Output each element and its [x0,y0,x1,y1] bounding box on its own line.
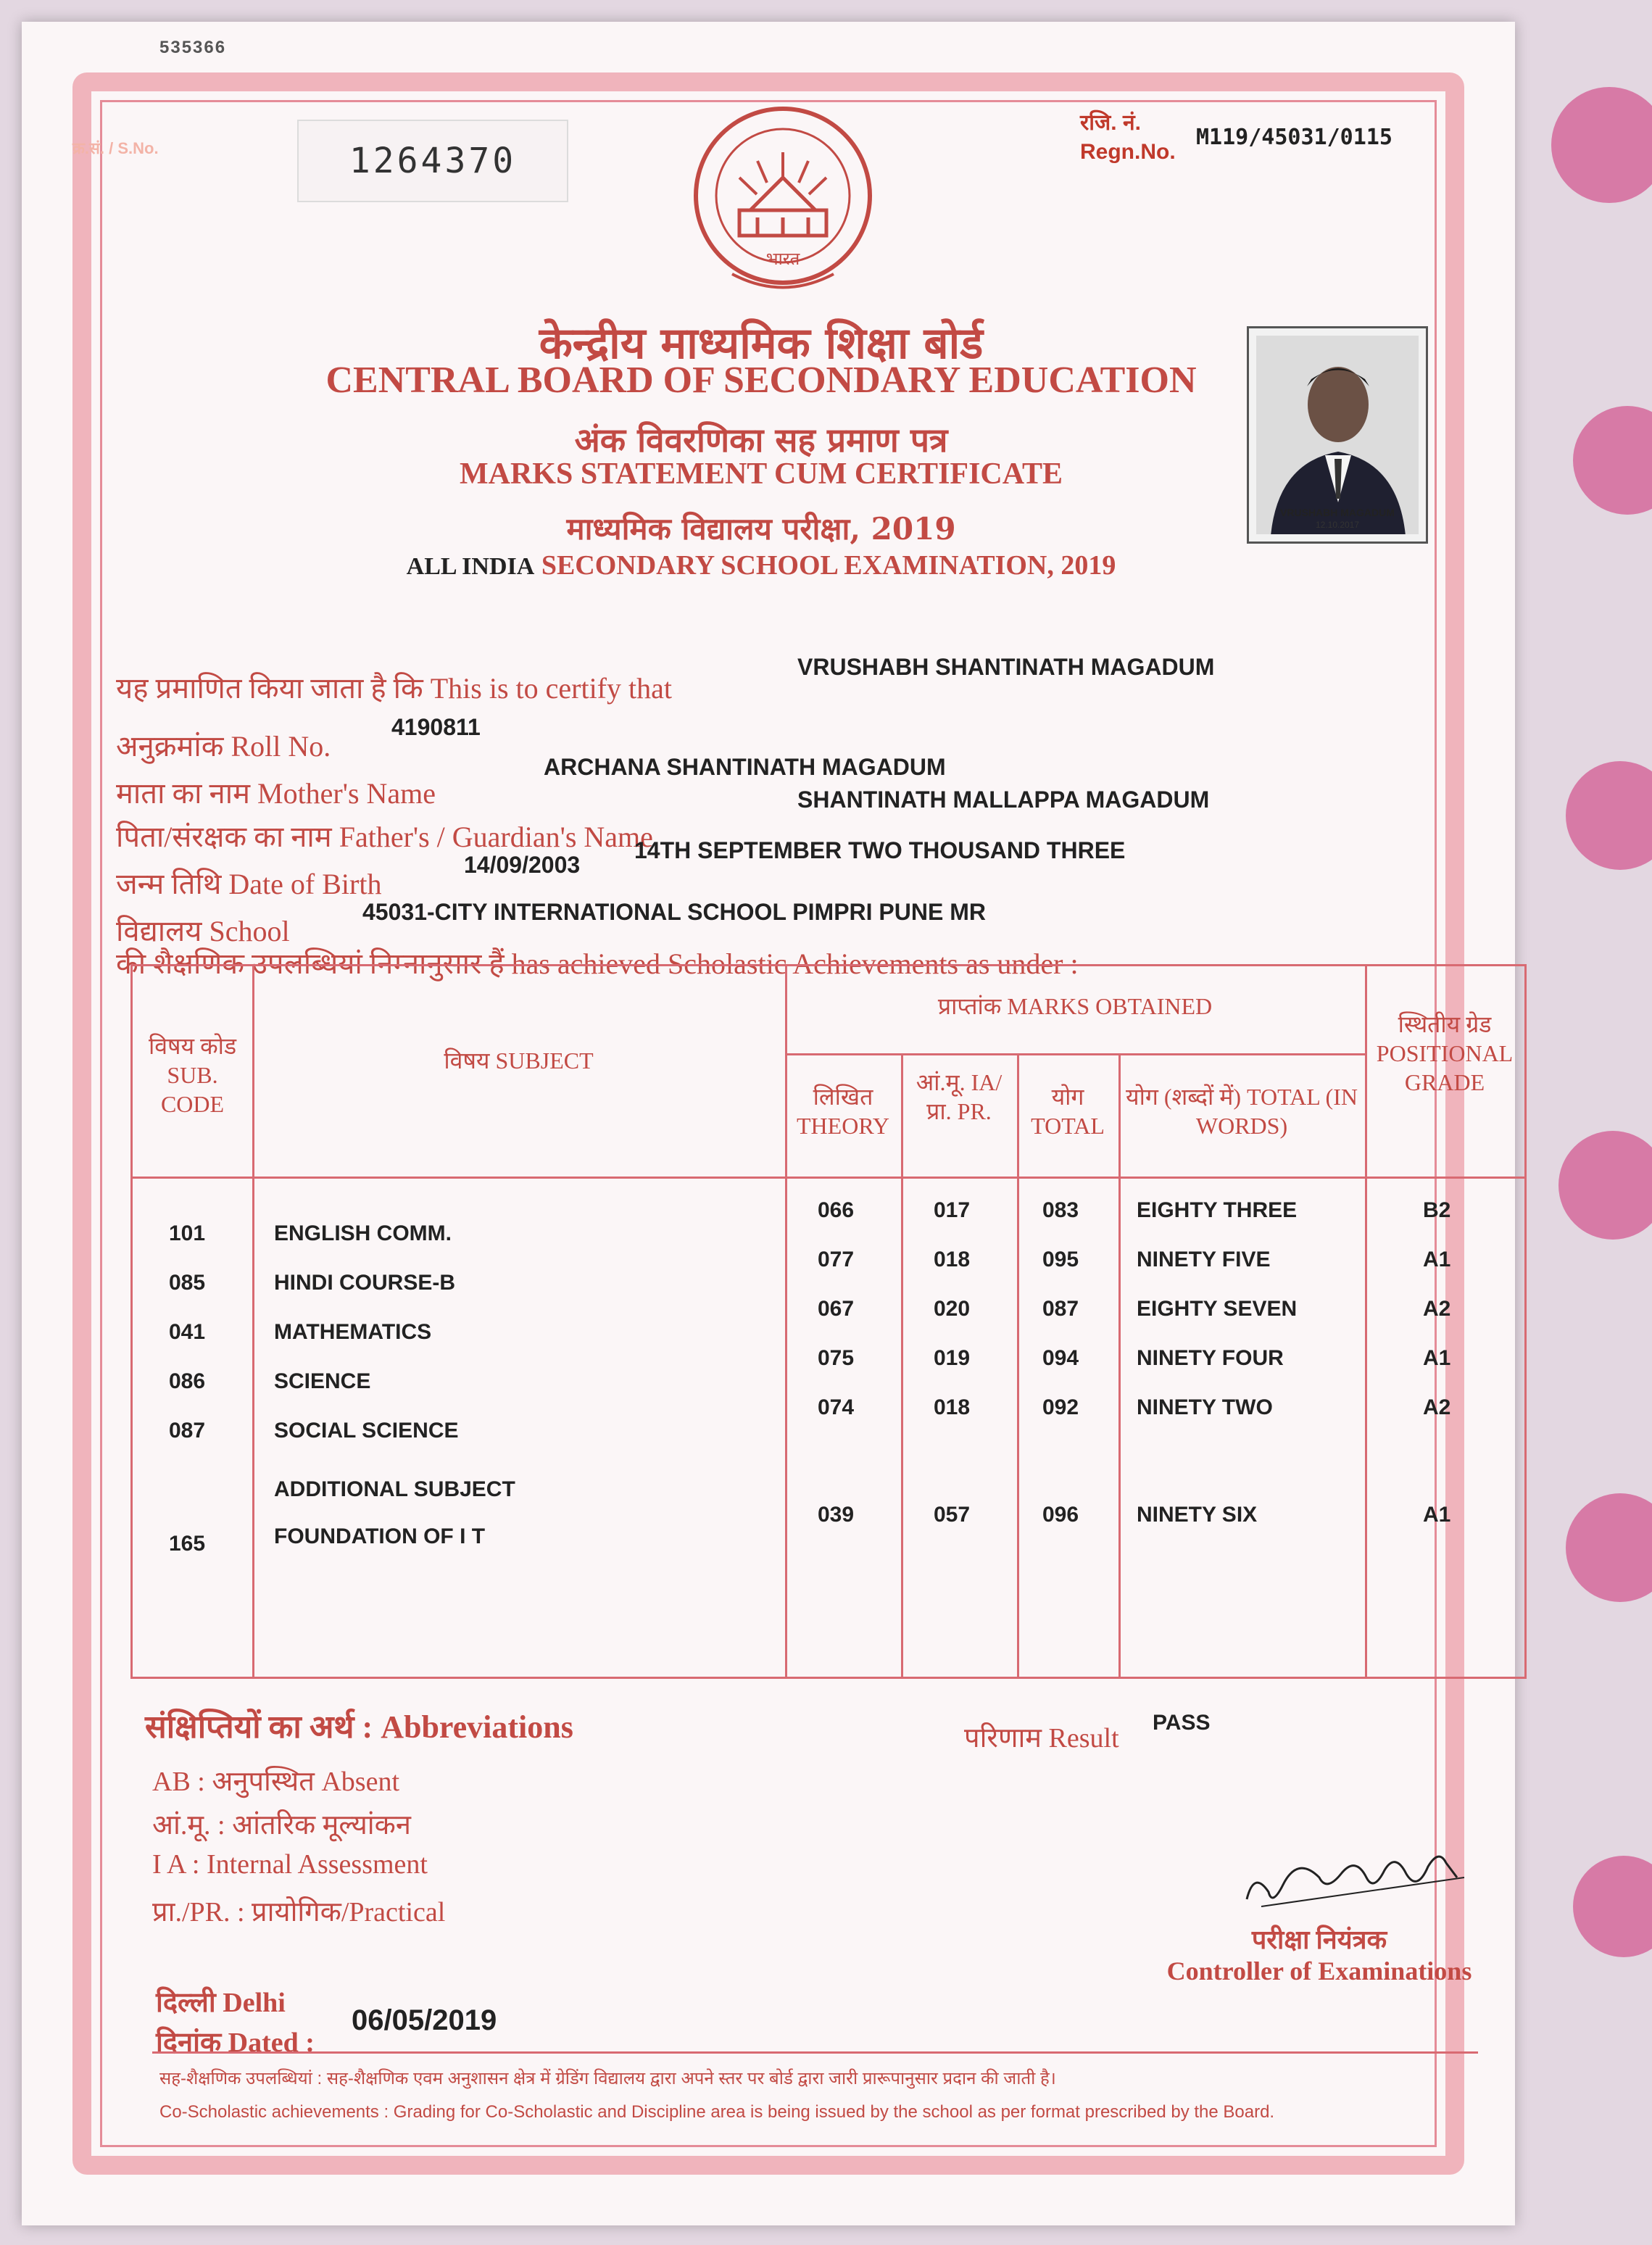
photo-date: 12.10.2017 [1315,520,1360,530]
additional-subject-label: ADDITIONAL SUBJECT [274,1477,515,1501]
row-subject: MATHEMATICS [274,1320,432,1344]
mother-name-label: माता का नाम Mother's Name [116,777,436,810]
fabric-dot [1566,1493,1652,1602]
dob-label: जन्म तिथि Date of Birth [116,868,382,900]
fabric-dot [1558,1131,1652,1240]
certificate-title-hindi: अंक विवरणिका सह प्रमाण पत्र [574,420,948,460]
cbse-emblem-icon [681,101,884,312]
mother-name: ARCHANA SHANTINATH MAGADUM [544,754,946,780]
table-divider [1118,1053,1121,1677]
abbreviations-title: संक्षिप्तियों का अर्थ : Abbreviations [145,1709,573,1745]
row-ia: 057 [934,1503,971,1527]
row-code: 101 [169,1221,206,1245]
fabric-dot [1566,761,1652,870]
result-label: परिणाम Result [964,1723,1119,1754]
row-theory: 077 [818,1248,855,1271]
footer-english: Co-Scholastic achievements : Grading for Co-Scholastic and Discipline area is being issued by the school as per format prescribed by the Board. [159,2102,1275,2122]
row-ia: 018 [934,1248,971,1271]
header-subject: विषय SUBJECT [444,1047,594,1074]
row-code: 165 [169,1532,206,1556]
footer-hindi: सह-शैक्षणिक उपलब्धियां : सह-शैक्षणिक एवम अनुशासन क्षेत्र में ग्रेडिंग विद्यालय द्वारा अपने स्तर पर बोर्ड द्वारा जारी प्रारूपानुसार प्रदान की जाती है। [159,2069,1056,2088]
row-theory: 039 [818,1503,855,1527]
row-total-words: NINETY FOUR [1137,1346,1284,1370]
achievements-label: की शैक्षणिक उपलब्धियां निम्नानुसार हैं has achieved Scholastic Achievements as under : [116,947,1079,980]
result-value: PASS [1153,1711,1211,1735]
registration-number: M119/45031/0115 [1196,125,1392,150]
table-divider [785,1053,1365,1055]
header-total: योग TOTAL [1031,1084,1105,1139]
registration-label-hindi: रजि. नं. [1080,111,1141,135]
serial-number-box: 1264370 [297,120,568,202]
row-theory: 074 [818,1395,855,1419]
row-grade: A1 [1423,1346,1451,1370]
board-name-english: CENTRAL BOARD OF SECONDARY EDUCATION [325,360,1197,401]
row-code: 085 [169,1271,206,1295]
row-total: 094 [1042,1346,1079,1370]
table-header-line [133,1177,1524,1179]
dated-label: दिनांक Dated : [156,2028,315,2058]
fabric-dot [1573,1856,1652,1957]
student-name: VRUSHABH SHANTINATH MAGADUM [797,654,1215,680]
photo-caption: VRUSHABH MAGADUM [1280,507,1395,518]
table-divider [901,1053,903,1677]
row-subject: ENGLISH COMM. [274,1221,452,1245]
header-ia-pr: आं.मू. IA/ प्रा. PR. [916,1069,1003,1124]
school-name: 45031-CITY INTERNATIONAL SCHOOL PIMPRI PUNE MR [362,899,986,925]
registration-label [1080,109,1176,167]
row-ia: 018 [934,1395,971,1419]
place-label: दिल्ली Delhi [156,1988,286,2018]
controller-label-hindi: परीक्षा नियंत्रक [1251,1925,1387,1954]
dob-in-words: 14TH SEPTEMBER TWO THOUSAND THREE [634,837,1126,863]
header-positional-grade: स्थितीय ग्रेड POSITIONAL GRADE [1376,1011,1514,1095]
row-total-words: EIGHTY THREE [1137,1198,1298,1222]
roll-no-label: अनुक्रमांक Roll No. [116,730,331,763]
row-subject: HINDI COURSE-B [274,1271,456,1295]
fabric-dot [1573,406,1652,515]
registration-label-english: Regn.No. [1080,140,1176,164]
top-serial-number: 535366 [159,38,227,57]
row-total-words: NINETY TWO [1137,1395,1273,1419]
header-total-words: योग (शब्दों में) TOTAL (IN WORDS) [1126,1084,1358,1139]
row-total: 095 [1042,1248,1079,1271]
issue-date: 06/05/2019 [352,2004,497,2036]
marks-table [130,964,1527,1679]
abbreviation-item: प्रा./PR. : प्रायोगिक/Practical [152,1897,446,1927]
row-subject: SOCIAL SCIENCE [274,1419,459,1443]
row-grade: A2 [1423,1395,1451,1419]
abbreviation-item: I A : Internal Assessment [152,1849,428,1880]
certificate-title-english: MARKS STATEMENT CUM CERTIFICATE [459,457,1063,491]
row-code: 086 [169,1369,206,1393]
row-total: 096 [1042,1503,1079,1527]
table-divider [785,966,787,1677]
row-code: 087 [169,1419,206,1443]
abbreviation-item: AB : अनुपस्थित Absent [152,1767,400,1797]
row-theory: 075 [818,1346,855,1370]
abbreviation-item: आं.मू. : आंतरिक मूल्यांकन [152,1810,411,1841]
controller-signature-icon [1240,1834,1472,1921]
row-ia: 019 [934,1346,971,1370]
row-total-words: NINETY FIVE [1137,1248,1271,1271]
school-label: विद्यालय School [116,915,290,947]
serial-label: क्र.सं. / S.No. [72,139,159,157]
row-grade: A1 [1423,1248,1451,1271]
table-divider [1017,1053,1019,1677]
row-total: 083 [1042,1198,1079,1222]
row-total-words: NINETY SIX [1137,1503,1258,1527]
row-total: 087 [1042,1297,1079,1321]
exam-name-text: SECONDARY SCHOOL EXAMINATION, 2019 [541,550,1116,581]
all-india-label: ALL INDIA [406,553,535,580]
father-name: SHANTINATH MALLAPPA MAGADUM [797,787,1210,813]
row-theory: 066 [818,1198,855,1222]
exam-name-hindi: माध्यमिक विद्यालय परीक्षा, 2019 [566,511,956,547]
fabric-dot [1551,87,1652,203]
emblem-text: भारत [765,249,800,269]
row-ia: 017 [934,1198,971,1222]
footer-divider [152,2051,1478,2054]
roll-number: 4190811 [391,714,481,740]
board-name-hindi: केन्द्रीय माध्यमिक शिक्षा बोर्ड [539,318,984,369]
row-ia: 020 [934,1297,971,1321]
row-grade: B2 [1423,1198,1451,1222]
row-grade: A1 [1423,1503,1451,1527]
certify-label: यह प्रमाणित किया जाता है कि This is to certify that [116,672,672,705]
row-subject: FOUNDATION OF I T [274,1524,486,1548]
dob-value: 14/09/2003 [464,852,581,878]
exam-name-english [217,549,1305,581]
header-theory: लिखित THEORY [797,1084,889,1139]
row-theory: 067 [818,1297,855,1321]
row-grade: A2 [1423,1297,1451,1321]
row-total-words: EIGHTY SEVEN [1137,1297,1298,1321]
row-total: 092 [1042,1395,1079,1419]
father-name-label: पिता/संरक्षक का नाम Father's / Guardian's Name [116,821,653,853]
controller-label-english: Controller of Examinations [1166,1956,1472,1985]
header-marks-obtained: प्राप्तांक MARKS OBTAINED [937,993,1213,1019]
row-subject: SCIENCE [274,1369,371,1393]
header-sub-code: विषय कोड SUB. CODE [148,1033,237,1117]
row-code: 041 [169,1320,206,1344]
